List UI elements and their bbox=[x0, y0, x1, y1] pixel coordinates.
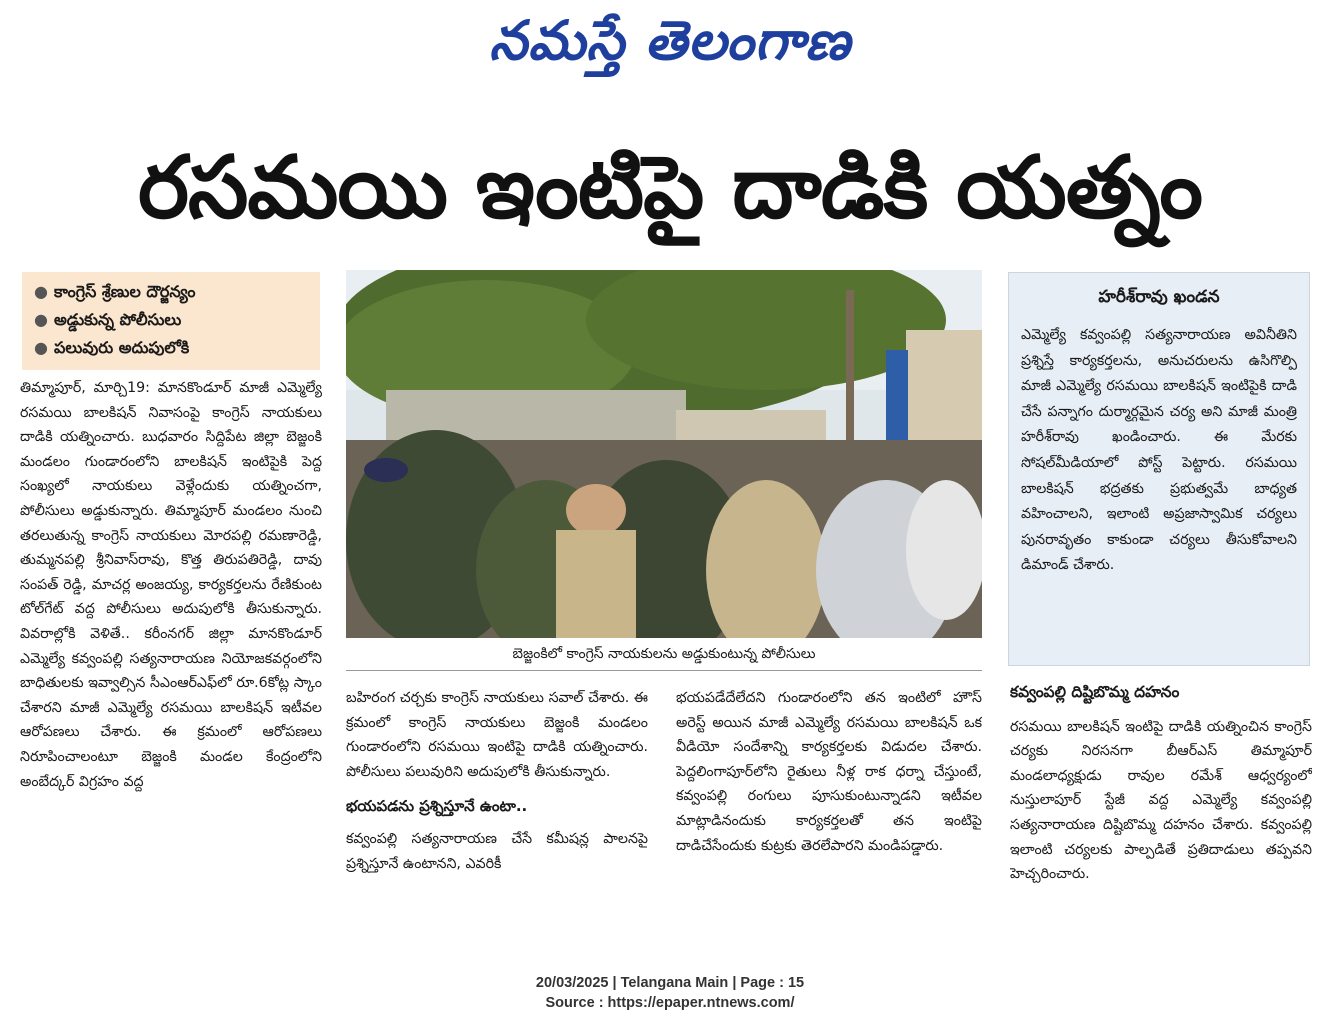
effigy-story bbox=[1010, 676, 1312, 942]
footer-date-line: 20/03/2025 | Telangana Main | Page : 15 bbox=[535, 975, 805, 991]
story-subhead: భయపడను ప్రశ్నిస్తూనే ఉంటా.. bbox=[346, 797, 528, 816]
sidebar-box bbox=[1008, 272, 1310, 666]
headline: రసమయి ఇంటిపై దాడికి యత్నం bbox=[138, 138, 1202, 238]
story-column-1 bbox=[20, 376, 322, 942]
highlights-box bbox=[22, 272, 320, 370]
page-footer bbox=[0, 973, 1340, 1013]
story-text: భయపడేదేలేదని గుండారంలోని తన ఇంటిలో హౌస్ అరెస్ట్ అయిన మాజీ ఎమ్మెల్యే రసమయి బాలకిషన్ ఒక వీడియో సందేశాన్ని కార్యకర్తలకు విడుదల చేశారు. పెద్దలింగాపూర్‌లోని రైతులు నీళ్ల రాక ధర్నా చేస్తుంటే, కవ్వంపల్లి రంగులు పూసుకుంటున్నాడని ఇటీవల మాట్లాడినందుకు కార్యకర్తలతో తన ఇంటిపై దాడిచేసేందుకు కుట్రకు తెరలేపారని మండిపడ్డారు. bbox=[676, 690, 982, 854]
effigy-title: కవ్వంపల్లి దిష్టిబొమ్మ దహనం bbox=[1010, 683, 1180, 701]
newspaper-masthead: నమస్తే తెలంగాణ bbox=[489, 8, 851, 72]
crowd-police-photo bbox=[346, 270, 982, 638]
sidebar-text: ఎమ్మెల్యే కవ్వంపల్లి సత్యనారాయణ అవినీతిని ప్రశ్నిస్తే కార్యకర్తలను, అనుచరులను ఉసిగొల్పి మాజీ ఎమ్మెల్యే రసమయి బాలకిషన్ ఇంటిపైకి దాడి చేసే పన్నాగం దుర్మార్గమైన చర్య అని మాజీ మంత్రి హరీశ్‌రావు ఖండించారు. ఈ మేరకు సోషల్‌మీడియాలో పోస్ట్ పెట్టారు. రసమయి బాలకిషన్ భద్రతకు ప్రభుత్వమే బాధ్యత వహించాలని, ఇలాంటి అప్రజాస్వామిక చర్యలు పునరావృతం కాకుండా చర్యలు తీసుకోవాలని డిమాండ్ చేశారు. bbox=[1021, 327, 1297, 574]
highlight-item: ● కాంగ్రెస్ శ్రేణుల దౌర్జన్యం bbox=[34, 282, 196, 301]
story-column-3 bbox=[676, 686, 982, 942]
effigy-text: రసమయి బాలకిషన్ ఇంటిపై దాడికి యత్నించిన కాంగ్రెస్ చర్యకు నిరసనగా బీఆర్‌ఎస్ తిమ్మాపూర్ మండలాధ్యక్షుడు రావుల రమేశ్ ఆధ్వర్యంలో నుస్తులాపూర్ స్టేజీ వద్ద ఎమ్మెల్యే కవ్వంపల్లి సత్యనారాయణ దిష్టిబొమ్మ దహనం చేశారు. కవ్వంపల్లి ఇలాంటి చర్యలకు పాల్పడితే ప్రతిదాడులు తప్పవని హెచ్చరించారు. bbox=[1010, 718, 1312, 883]
caption-divider bbox=[346, 670, 982, 671]
story-column-2 bbox=[346, 686, 648, 942]
story-text: తిమ్మాపూర్, మార్చి19: మానకొండూర్ మాజీ ఎమ్మెల్యే రసమయి బాలకిషన్ నివాసంపై కాంగ్రెస్ నాయకులు దాడికి యత్నించారు. బుధవారం సిద్దిపేట జిల్లా బెజ్జంకి మండలం గుండారంలోని బాలకిషన్ ఇంటిపైకి పెద్ద సంఖ్యలో నాయకులు వెళ్లేందుకు యత్నించగా, పోలీసులు అడ్డుకున్నారు. తిమ్మాపూర్ మండలం నుంచి తరలుతున్న కాంగ్రెస్ నాయకులు మోరపల్లి రమణారెడ్డి, తుమ్మనపల్లి శ్రీనివాస్‌రావు, కొత్త తిరుపతిరెడ్డి, దావు సంపత్ రెడ్డి, మాచర్ల అంజయ్య, కార్యకర్తలను రేణికుంట టోల్‌గేట్ వద్ద పోలీసులు అదుపులోకి తీసుకున్నారు. వివరాల్లోకి వెళితే.. కరీంనగర్ జిల్లా మానకొండూర్ ఎమ్మెల్యే కవ్వంపల్లి సత్యనారాయణ నియోజకవర్గంలోని బాధితులకు ఇవ్వాల్సిన సీఎంఆర్‌ఎఫ్‌లో రూ.6కోట్ల స్కాం చేశారని మాజీ ఎమ్మెల్యే రసమయి బాలకిషన్ ఇటీవల ఆరోపణలు చేశారు. ఈ క్రమంలో ఆరోపణలు నిరూపించాలంటూ బెజ్జంకి మండల కేంద్రంలోని అంబేద్కర్ విగ్రహం వద్ద bbox=[20, 380, 322, 790]
story-text: కవ్వంపల్లి సత్యనారాయణ చేసే కమీషన్ల పాలనపై ప్రశ్నిస్తూనే ఉంటానని, ఎవరికీ bbox=[346, 830, 648, 872]
sidebar-title: హరీశ్‌రావు ఖండన bbox=[1098, 287, 1220, 307]
photo-caption: బెజ్జంకిలో కాంగ్రెస్ నాయకులను అడ్డుకుంటున్న పోలీసులు bbox=[512, 646, 816, 662]
bullet-icon: ● bbox=[34, 282, 48, 301]
footer-source-line: Source : https://epaper.ntnews.com/ bbox=[545, 995, 795, 1011]
news-photo bbox=[346, 270, 982, 638]
bullet-icon: ● bbox=[34, 310, 48, 329]
highlight-item: ● పలువురు అదుపులోకి bbox=[34, 338, 190, 357]
bullet-icon: ● bbox=[34, 338, 48, 357]
story-text: బహిరంగ చర్చకు కాంగ్రెస్ నాయకులు సవాల్ చేశారు. ఈ క్రమంలో కాంగ్రెస్ నాయకులు బెజ్జంకి మండలం గుండారంలోని రసమయి ఇంటిపై దాడికి యత్నించారు. పోలీసులు పలువురిని అదుపులోకి తీసుకున్నారు. bbox=[346, 690, 648, 780]
highlight-item: ● అడ్డుకున్న పోలీసులు bbox=[34, 310, 182, 329]
